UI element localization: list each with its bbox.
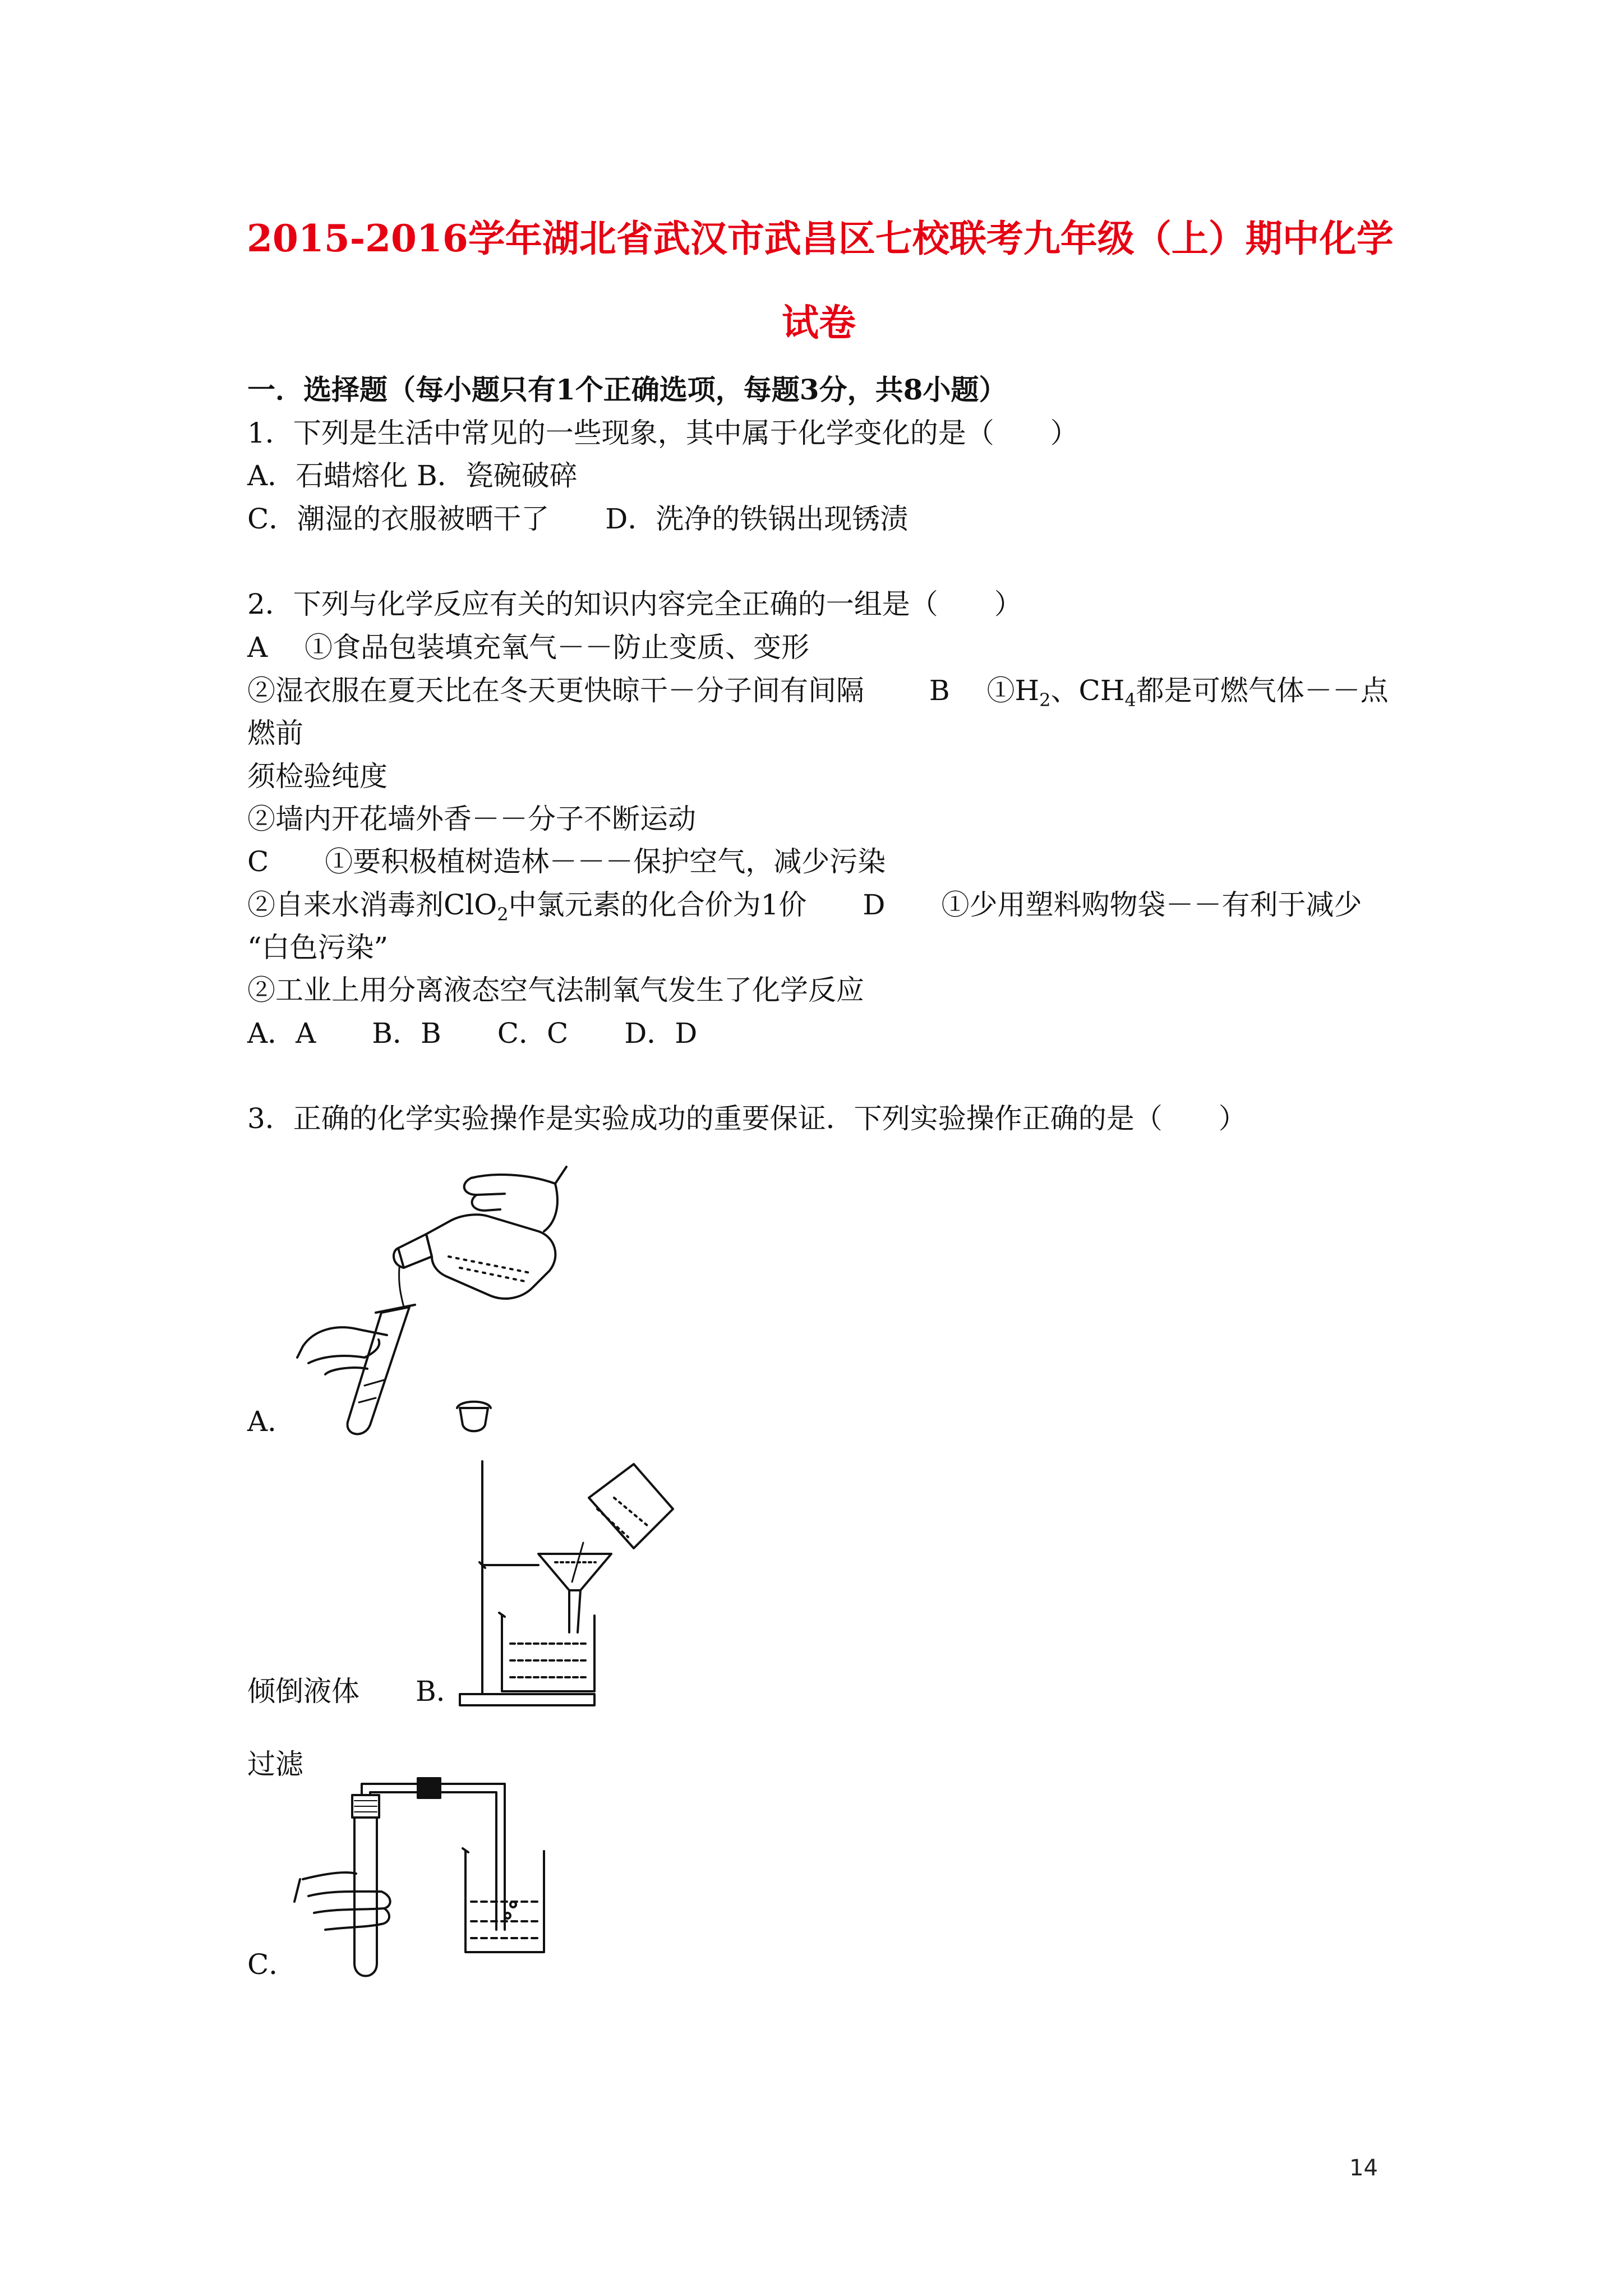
question-1-stem: 1．下列是生活中常见的一些现象，其中属于化学变化的是（ ） xyxy=(247,417,1078,449)
option-b-caption: 过滤 xyxy=(247,1748,303,1780)
question-2-options: A．A B．B C．C D．D xyxy=(247,1017,698,1050)
page-number: 14 xyxy=(1349,2155,1378,2181)
option-a-label: A． xyxy=(247,1405,296,1438)
question-2-line-a3: 燃前 xyxy=(247,717,303,749)
figure-filtration xyxy=(454,1453,679,1717)
section-heading: 一．选择题（每小题只有1个正确选项，每题3分，共8小题） xyxy=(247,373,1007,406)
question-1-options-ab: A．石蜡熔化 B．瓷碗破碎 xyxy=(247,459,578,492)
figure-airtightness-check xyxy=(292,1761,572,1986)
option-a-caption: 倾倒液体 B． xyxy=(247,1675,464,1708)
question-1-options-cd: C．潮湿的衣服被晒干了 D．洗净的铁锅出现锈渍 xyxy=(247,503,909,535)
question-2-line-a2: ②湿衣服在夏天比在冬天更快晾干－分子间有间隔 B $①H_2$、$CH_4$都是可燃气体－－点 xyxy=(247,674,1389,711)
question-2-line-c2: ②自来水消毒剂ClO$_2$中氯元素的化合价为1价 D ①少用塑料购物袋－－有利于减少 xyxy=(247,889,1362,925)
question-2-line-c1: C ①要积极植树造林－－－保护空气，减少污染 xyxy=(247,845,886,878)
figure-pouring-liquid xyxy=(292,1161,606,1442)
question-2-line-d1: “白色污染” xyxy=(247,931,389,964)
question-2-line-a4: 须检验纯度 xyxy=(247,760,388,793)
question-2-line-d2: ②工业上用分离液态空气法制氧气发生了化学反应 xyxy=(247,974,864,1006)
option-b-label: B． xyxy=(416,1675,464,1708)
title-line-2: 试卷 xyxy=(782,301,856,344)
question-3-stem: 3．正确的化学实验操作是实验成功的重要保证．下列实验操作正确的是（ ） xyxy=(247,1102,1247,1135)
option-c-label: C． xyxy=(247,1948,297,1981)
question-2-stem: 2．下列与化学反应有关的知识内容完全正确的一组是（ ） xyxy=(247,588,1022,620)
question-2-line-a1: A ①食品包装填充氧气－－防止变质、变形 xyxy=(247,631,810,664)
title-line-1: 2015-2016学年湖北省武汉市武昌区七校联考九年级（上）期中化学 xyxy=(247,217,1394,260)
question-2-line-b2: ②墙内开花墙外香－－分子不断运动 xyxy=(247,803,696,835)
